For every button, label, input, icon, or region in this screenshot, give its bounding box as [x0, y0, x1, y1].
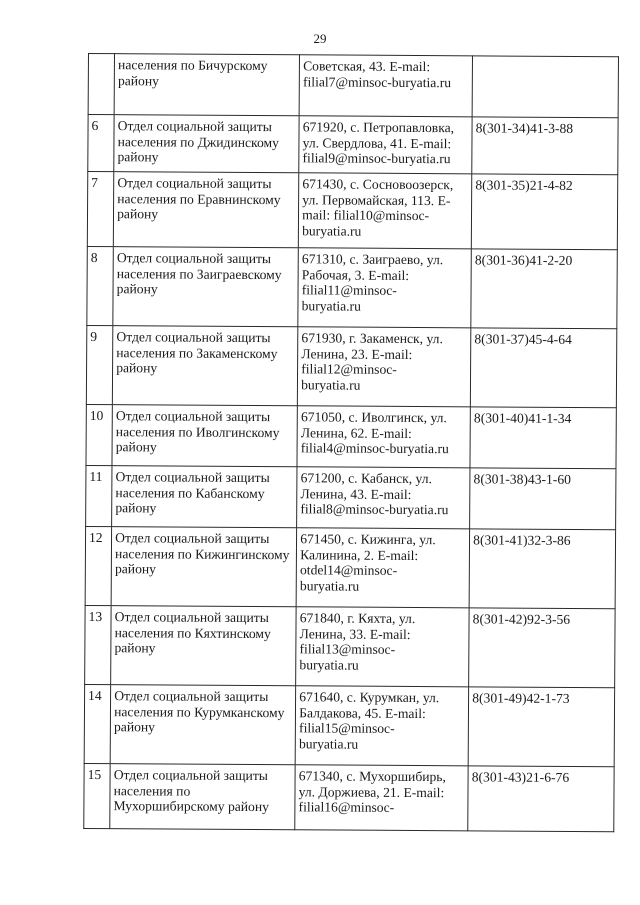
- address-text: 671640, с. Курумкан, ул. Балдакова, 45. E-mail: filial15@minsoc- buryatia.ru: [298, 689, 440, 752]
- office-name-cell: Отдел социальной защиты населения по Джидинскому району: [114, 115, 299, 173]
- phone-cell: 8(301-42)92-3-56: [469, 608, 615, 688]
- office-name-cell: Отдел социальной защиты населения по Еравнинскому району: [113, 172, 299, 248]
- office-name-cell: населения по Бичурскому району: [114, 54, 299, 116]
- phone-cell: 8(301-36)41-2-20: [471, 249, 617, 329]
- row-number-cell: 6: [88, 115, 114, 172]
- office-name-cell: Отдел социальной защиты населения по Кяхтинскому району: [111, 606, 297, 686]
- office-name-cell: Отдел социальной защиты населения по Курумканскому району: [110, 685, 296, 765]
- address-text: 671930, г. Закаменск, ул. Ленина, 23. E-mail: filial12@minsoc- buryatia.ru: [301, 330, 443, 393]
- table-row: [88, 54, 618, 118]
- table-row: [85, 526, 615, 608]
- address-text: Советская, 43. E-mail: filial7@minsoc-buryatia.ru: [302, 58, 452, 90]
- address-text: 671450, с. Кижинга, ул. Калинина, 2. E-mail: otdel14@minsoc- buryatia.ru: [299, 531, 436, 594]
- table-row: [84, 763, 614, 831]
- phone-cell: 8(301-38)43-1-60: [470, 468, 616, 530]
- phone-cell: [472, 56, 618, 118]
- table-row: [86, 465, 616, 529]
- row-number-cell: 7: [87, 172, 114, 247]
- row-number-cell: [88, 54, 115, 115]
- address-cell: [299, 116, 472, 174]
- address-cell: [296, 607, 469, 687]
- phone-cell: 8(301-34)41-3-88: [472, 117, 618, 175]
- table-row: [88, 115, 618, 175]
- address-cell: [299, 55, 472, 117]
- address-text: 671430, с. Сосновоозерск, ул. Первомайская, 113. E- mail: filial10@minsoc- buryatia.ru: [302, 176, 454, 239]
- address-text: 671840, г. Кяхта, ул. Ленина, 33. E-mail: filial13@minsoc- buryatia.ru: [299, 610, 416, 673]
- address-cell: [298, 248, 471, 328]
- phone-cell: 8(301-37)45-4-64: [471, 328, 617, 408]
- office-name-cell: Отдел социальной защиты населения по Кижингинскому району: [111, 527, 297, 607]
- office-name-cell: Отдел социальной защиты населения по Мухоршибирскому району: [110, 764, 295, 830]
- row-number-cell: 15: [84, 763, 111, 828]
- address-cell: [297, 406, 470, 468]
- address-cell: [298, 327, 471, 407]
- address-text: 671200, с. Кабанск, ул. Ленина, 43. E-mail: filial8@minsoc-buryatia.ru: [300, 470, 449, 518]
- office-name-cell: Отдел социальной защиты населения по Закаменскому району: [112, 326, 298, 406]
- table-row: [84, 684, 614, 766]
- table-row: [85, 605, 615, 687]
- address-cell: [297, 467, 470, 529]
- address-cell: [295, 765, 468, 831]
- table-row: [87, 246, 617, 328]
- row-number-cell: 12: [85, 526, 112, 605]
- table-row: [86, 404, 616, 468]
- row-number-cell: 9: [86, 325, 113, 404]
- phone-cell: 8(301-43)21-6-76: [468, 766, 614, 832]
- phone-cell: 8(301-35)21-4-82: [471, 174, 617, 250]
- address-text: 671310, с. Заиграево, ул. Рабочая, 3. E-mail: filial11@minsoc- buryatia.ru: [301, 251, 444, 314]
- row-number-cell: 13: [85, 605, 112, 684]
- phone-cell: 8(301-49)42-1-73: [468, 687, 614, 767]
- row-number-cell: 10: [86, 404, 113, 465]
- address-text: 671050, с. Иволгинск, ул. Ленина, 62. E-mail: filial4@minsoc-buryatia.ru: [300, 409, 449, 457]
- offices-table: [83, 53, 619, 832]
- address-text: 671920, с. Петропавловка, ул. Свердлова, 41. E-mail: filial9@minsoc-buryatia.ru: [302, 119, 455, 167]
- page-number: 29: [313, 31, 327, 46]
- office-name-cell: Отдел социальной защиты населения по Кабанскому району: [112, 466, 297, 528]
- offices-table-body: [84, 54, 619, 832]
- address-text: 671340, с. Мухоршибирь, ул. Доржиева, 21. E-mail: filial16@minsoc-: [298, 768, 446, 816]
- address-cell: [296, 528, 469, 608]
- row-number-cell: 11: [86, 465, 113, 526]
- phone-cell: 8(301-40)41-1-34: [470, 407, 616, 469]
- address-cell: [299, 173, 472, 249]
- row-number-cell: 8: [87, 246, 114, 325]
- table-row: [86, 325, 616, 407]
- office-name-cell: Отдел социальной защиты населения по Иволгинскому району: [112, 405, 297, 467]
- table-row: [87, 172, 617, 250]
- address-cell: [295, 686, 468, 766]
- office-name-cell: Отдел социальной защиты населения по Заиграевскому району: [113, 247, 299, 327]
- row-number-cell: 14: [84, 684, 111, 763]
- phone-cell: 8(301-41)32-3-86: [469, 529, 615, 609]
